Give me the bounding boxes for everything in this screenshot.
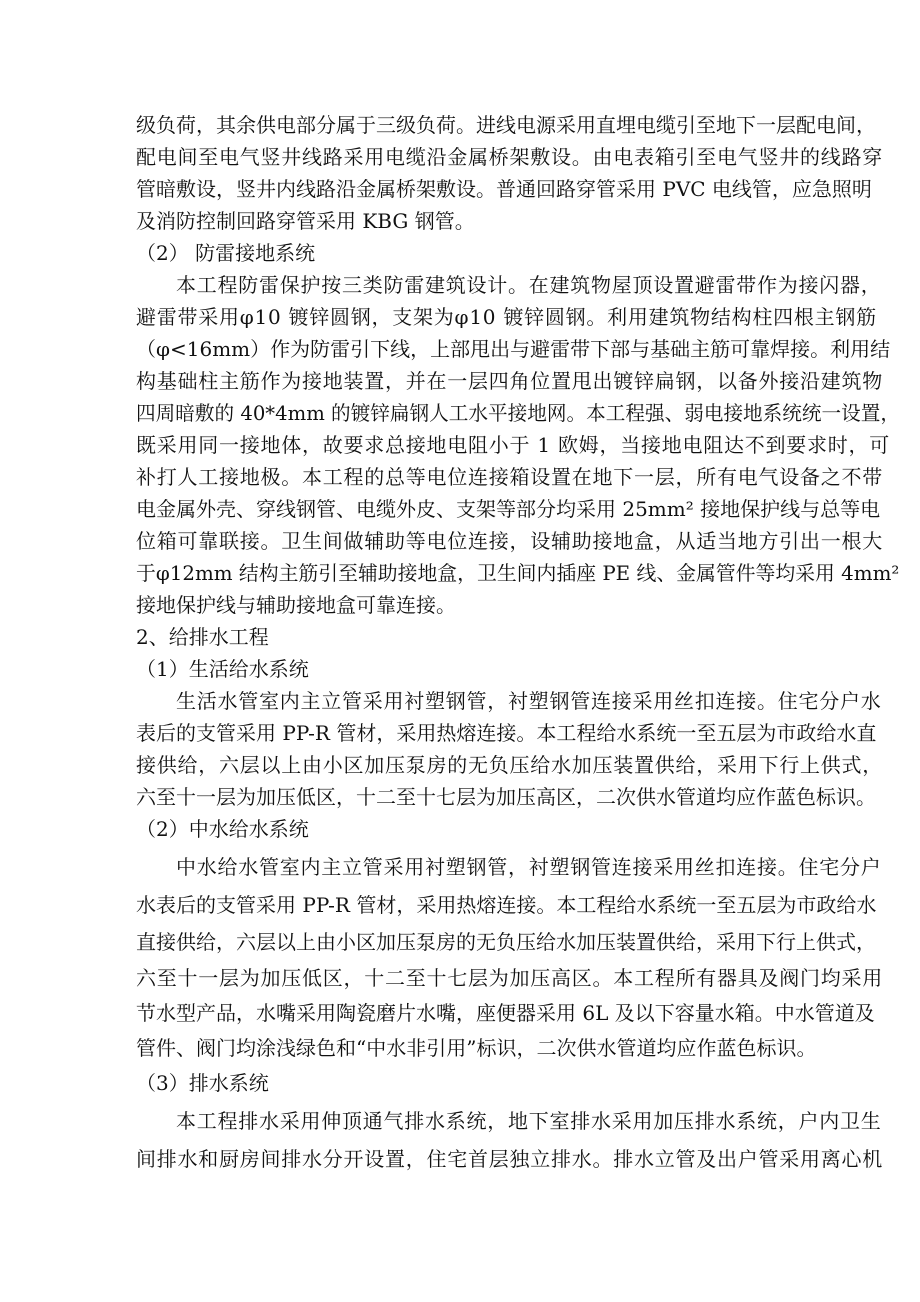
text-line: 级负荷，其余供电部分属于三级负荷。进线电源采用直埋电缆引至地下一层配电间， xyxy=(136,113,876,137)
text-line: 管暗敷设，竖井内线路沿金属桥架敷设。普通回路穿管采用 PVC 电线管，应急照明 xyxy=(136,177,872,201)
text-line: 构基础柱主筋作为接地装置，并在一层四角位置甩出镀锌扁钢，以备外接沿建筑物 xyxy=(136,369,883,393)
text-line: 水表后的支管采用 PP-R 管材，采用热熔连接。本工程给水系统一至五层为市政给水 xyxy=(136,893,877,917)
paragraph-first-line: 本工程防雷保护按三类防雷建筑设计。在建筑物屋顶设置避雷带作为接闪器， xyxy=(176,273,882,297)
text-line: 避雷带采用φ10 镀锌圆钢，支架为φ10 镀锌圆钢。利用建筑物结构柱四根主钢筋 xyxy=(136,305,877,329)
text-line: （φ<16mm）作为防雷引下线，上部甩出与避雷带下部与基础主筋可靠焊接。利用结 xyxy=(136,337,891,361)
text-line: 配电间至电气竖井线路采用电缆沿金属桥架敷设。由电表箱引至电气竖井的线路穿 xyxy=(136,145,883,169)
text-line: 及消防控制回路穿管采用 KBG 钢管。 xyxy=(136,209,475,233)
section-heading: 2、给排水工程 xyxy=(136,625,269,649)
text-line: 六至十一层为加压低区，十二至十七层为加压高区，二次供水管道均应作蓝色标识。 xyxy=(136,785,876,809)
text-line: 表后的支管采用 PP-R 管材，采用热熔连接。本工程给水系统一至五层为市政给水直 xyxy=(136,721,877,745)
text-line: 电金属外壳、穿线钢管、电缆外皮、支架等部分均采用 25mm² 接地保护线与总等电 xyxy=(136,497,881,521)
text-line: 位箱可靠联接。卫生间做辅助等电位连接，设辅助接地盒，从适当地方引出一根大 xyxy=(136,529,883,553)
text-line: 接地保护线与辅助接地盒可靠连接。 xyxy=(136,593,456,617)
subsection-heading: （3）排水系统 xyxy=(136,1071,269,1095)
text-line: 既采用同一接地体，故要求总接地电阻小于 1 欧姆，当接地电阻达不到要求时，可 xyxy=(136,433,890,457)
text-line: 间排水和厨房间排水分开设置，住宅首层独立排水。排水立管及出户管采用离心机 xyxy=(136,1147,883,1171)
text-line: 管件、阀门均涂浅绿色和“中水非引用”标识，二次供水管道均应作蓝色标识。 xyxy=(136,1036,817,1060)
text-line: 六至十一层为加压低区，十二至十七层为加压高区。本工程所有器具及阀门均采用 xyxy=(136,966,883,990)
text-line: 接供给，六层以上由小区加压泵房的无负压给水加压装置供给，采用下行上供式， xyxy=(136,753,883,777)
paragraph-first-line: 中水给水管室内主立管采用衬塑钢管，衬塑钢管连接采用丝扣连接。住宅分户 xyxy=(176,855,882,879)
paragraph-first-line: 生活水管室内主立管采用衬塑钢管，衬塑钢管连接采用丝扣连接。住宅分户水 xyxy=(176,689,882,713)
subsection-heading: （1）生活给水系统 xyxy=(136,657,309,681)
paragraph-first-line: 本工程排水采用伸顶通气排水系统，地下室排水采用加压排水系统，户内卫生 xyxy=(176,1109,882,1133)
text-line: 节水型产品，水嘴采用陶瓷磨片水嘴，座便器采用 6L 及以下容量水箱。中水管道及 xyxy=(136,1001,875,1025)
text-line: 直接供给，六层以上由小区加压泵房的无负压给水加压装置供给，采用下行上供式， xyxy=(136,930,876,954)
text-line: 于φ12mm 结构主筋引至辅助接地盒，卫生间内插座 PE 线、金属管件等均采用 4mm² xyxy=(136,561,900,585)
text-line: 四周暗敷的 40*4mm 的镀锌扁钢人工水平接地网。本工程强、弱电接地系统统一设置， xyxy=(136,401,901,425)
text-line: 补打人工接地极。本工程的总等电位连接箱设置在地下一层，所有电气设备之不带 xyxy=(136,465,883,489)
subsection-heading: （2）中水给水系统 xyxy=(136,817,309,841)
section-heading: （2） 防雷接地系统 xyxy=(136,241,316,265)
